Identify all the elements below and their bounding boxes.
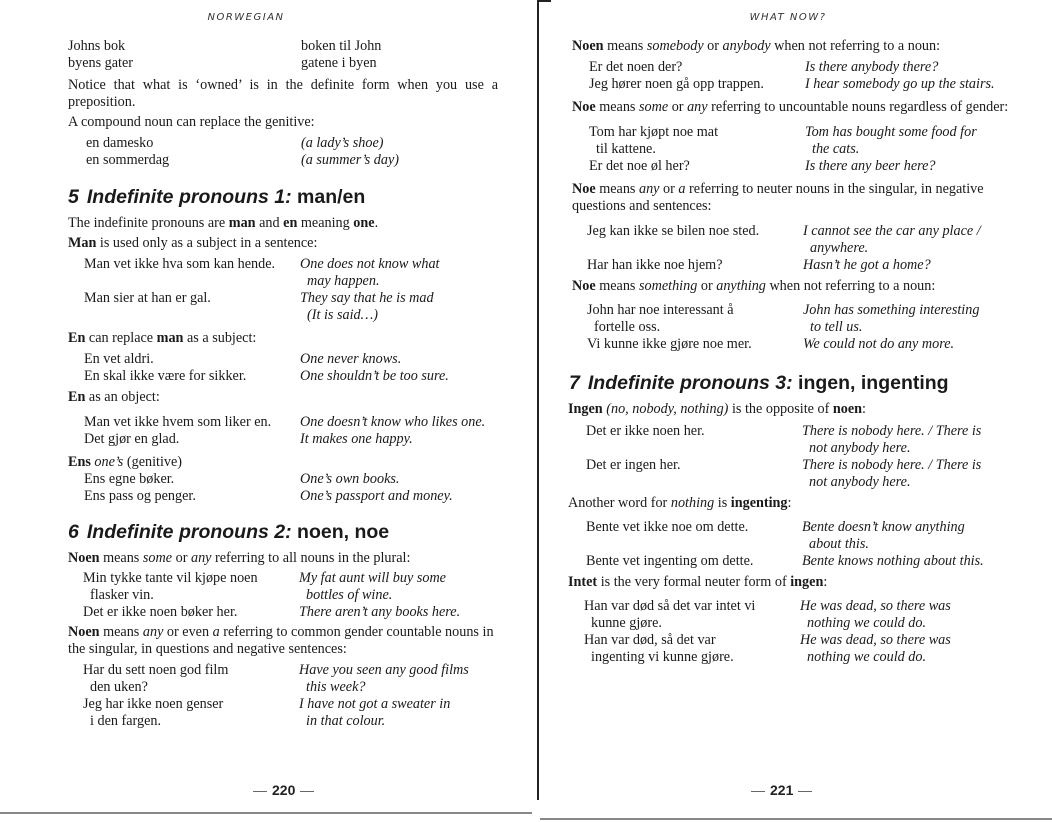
example-row: En skal ikke være for sikker. One shouldn’t be too sure. [84, 368, 449, 384]
example-row: Det er ingen her. There is nobody here. / There is not anybody here. [586, 457, 982, 490]
page-number-left: 220 [248, 782, 319, 799]
example-row: Jeg har ikke noen genser i den fargen. I have not got a sweater in in that colour. [83, 696, 451, 729]
en-object-examples [68, 414, 506, 448]
section-6-heading: 6 Indefinite pronouns 2: noen, noe [68, 521, 390, 543]
right-page [538, 0, 1052, 822]
en-object-line: En as an object: [68, 389, 160, 405]
page-edge-left [0, 812, 532, 814]
ingen-examples [572, 423, 1016, 491]
example-row: Man vet ikke hva som kan hende. One does not know what may happen. [84, 256, 440, 289]
example-row: Min tykke tante vil kjøpe noen flasker vin. My fat aunt will buy some bottles of wine. [83, 570, 446, 603]
ingen-line: Ingen (no, nobody, nothing) is the opposite of noen: [568, 401, 866, 417]
running-head-left: NORWEGIAN [207, 12, 285, 23]
noen-person-line: Noen means somebody or anybody when not referring to a noun: [572, 38, 941, 54]
noe-uncountable-line: Noe means some or any referring to uncountable nouns regardless of gender: [572, 99, 1009, 115]
example-row: Han var død så det var intet vi kunne gjøre. He was dead, so there was nothing we could do. [584, 598, 951, 631]
example-row: Har han ikke noe hjem? Hasn’t he got a home? [587, 257, 931, 273]
example-row: byens gater gatene i byen [68, 55, 377, 71]
folio-dash [798, 791, 812, 792]
notice-paragraph: Notice that what is ‘owned’ is in the definite form when you use a preposition. [68, 77, 498, 110]
noe-thing-line: Noe means something or anything when not referring to a noun: [572, 278, 936, 294]
man-subject-line: Man is used only as a subject in a sentence: [68, 235, 318, 251]
intet-line: Intet is the very formal neuter form of ingen: [568, 574, 828, 590]
left-page-body [68, 38, 506, 730]
example-row: Bente vet ikke noe om dette. Bente doesn’t know anything about this. [586, 519, 965, 552]
section-5-heading: 5 Indefinite pronouns 1: man/en [68, 186, 366, 208]
ens-examples [68, 471, 506, 505]
section-7-heading: 7 Indefinite pronouns 3: ingen, ingenting [569, 372, 949, 394]
example-row: Bente vet ingenting om dette. Bente knows nothing about this. [586, 553, 984, 569]
en-subject-examples [68, 351, 506, 385]
example-row: Er det noe øl her? Is there any beer here? [589, 158, 936, 174]
noe-neuter-examples [572, 223, 1016, 274]
example-row: en damesko (a lady’s shoe) [86, 135, 384, 151]
example-row: Har du sett noen god film den uken? Have you seen any good films this week? [83, 662, 469, 695]
example-row: Johns bok boken til John [68, 38, 382, 54]
noen-singular-line: Noen means any or even a referring to common gender countable nouns in the singular, in questions and negative sentences: [68, 624, 494, 657]
example-row: Er det noen der? Is there anybody there? [589, 59, 939, 75]
example-row: Han var død, så det var ingenting vi kunne gjøre. He was dead, so there was nothing we could do. [584, 632, 951, 665]
ingenting-line: Another word for nothing is ingenting: [568, 495, 792, 511]
noe-uncountable-examples [572, 124, 1016, 175]
example-row: Ens pass og penger. One’s passport and money. [84, 488, 453, 504]
example-row: Man sier at han er gal. They say that he is mad (It is said…) [84, 290, 434, 323]
right-page-body [568, 38, 1016, 670]
folio-dash [253, 791, 267, 792]
noen-plural-examples [68, 570, 506, 621]
noe-neuter-line: Noe means any or a referring to neuter nouns in the singular, in negative questions and sentences: [572, 181, 984, 214]
example-row: Jeg hører noen gå opp trappen. I hear somebody go up the stairs. [589, 76, 995, 92]
folio-dash [300, 791, 314, 792]
en-subject-line: En can replace man as a subject: [68, 330, 257, 346]
example-row: Vi kunne ikke gjøre noe mer. We could not do any more. [587, 336, 955, 352]
example-row: Tom har kjøpt noe mat til kattene. Tom has bought some food for the cats. [589, 124, 977, 157]
compound-intro: A compound noun can replace the genitive: [68, 114, 315, 130]
noen-plural-line: Noen means some or any referring to all nouns in the plural: [68, 550, 411, 566]
example-row: Det er ikke noen her. There is nobody here. / There is not anybody here. [586, 423, 982, 456]
intet-examples [572, 598, 1016, 666]
running-head-right: WHAT NOW? [749, 12, 827, 23]
example-row: Man vet ikke hvem som liker en. One doesn’t know who likes one. [84, 414, 486, 430]
example-row: Det er ikke noen bøker her. There aren’t any books here. [83, 604, 461, 620]
example-row: Jeg kan ikke se bilen noe sted. I cannot see the car any place / anywhere. [587, 223, 981, 256]
compound-examples [68, 135, 506, 169]
example-row: John har noe interessant å fortelle oss. John has something interesting to tell us. [587, 302, 980, 335]
opening-examples [68, 38, 506, 72]
example-row: En vet aldri. One never knows. [84, 351, 402, 367]
noe-thing-examples [572, 302, 1016, 353]
noen-person-examples [572, 59, 1016, 93]
page-number-right: 221 [746, 782, 817, 799]
example-row: Ens egne bøker. One’s own books. [84, 471, 400, 487]
noen-singular-examples [68, 662, 506, 730]
example-row: Det gjør en glad. It makes one happy. [84, 431, 413, 447]
man-examples [68, 256, 506, 324]
section-5-intro: The indefinite pronouns are man and en meaning one. [68, 215, 379, 231]
ens-line: Ens one’s (genitive) [68, 454, 183, 470]
example-row: en sommerdag (a summer’s day) [86, 152, 399, 168]
ingenting-examples [572, 519, 1016, 570]
folio-dash [751, 791, 765, 792]
